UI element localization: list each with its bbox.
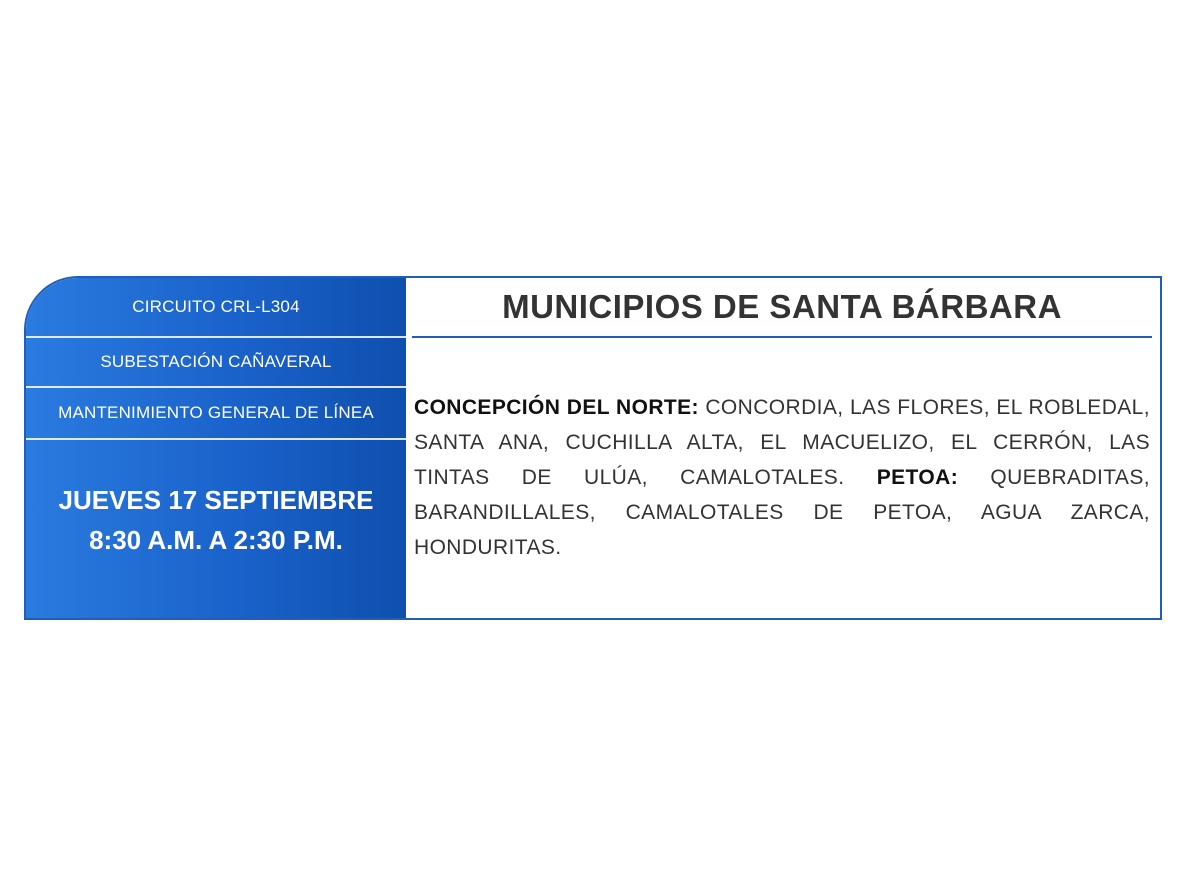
page-title: MUNICIPIOS DE SANTA BÁRBARA [412,278,1152,338]
circuit-label: CIRCUITO CRL-L304 [26,278,406,338]
schedule-panel [26,278,406,618]
date-label: JUEVES 17 SEPTIEMBRE [58,485,374,515]
municipality-name: PETOA: [876,466,959,489]
substation-label: SUBESTACIÓN CAÑAVERAL [26,338,406,388]
affected-areas-text [414,390,1150,565]
municipality-name: CONCEPCIÓN DEL NORTE: [414,396,699,419]
time-label: 8:30 A.M. A 2:30 P.M. [89,525,343,555]
work-type-label: MANTENIMIENTO GENERAL DE LÍNEA [26,388,406,440]
area-list: QUEBRADITAS, BARANDILLALES, CAMALOTALES DE PETOA, AGUA ZARCA, HONDURITAS. [414,466,1150,559]
date-time-block [26,440,406,618]
area-list: CONCORDIA, LAS FLORES, EL ROBLEDAL, SANTA ANA, CUCHILLA ALTA, EL MACUELIZO, EL CERRÓN, LAS TINTAS DE ULÚA, CAMALOTALES. [414,396,1150,489]
outage-notice-card [24,276,1162,620]
areas-panel [406,278,1160,618]
